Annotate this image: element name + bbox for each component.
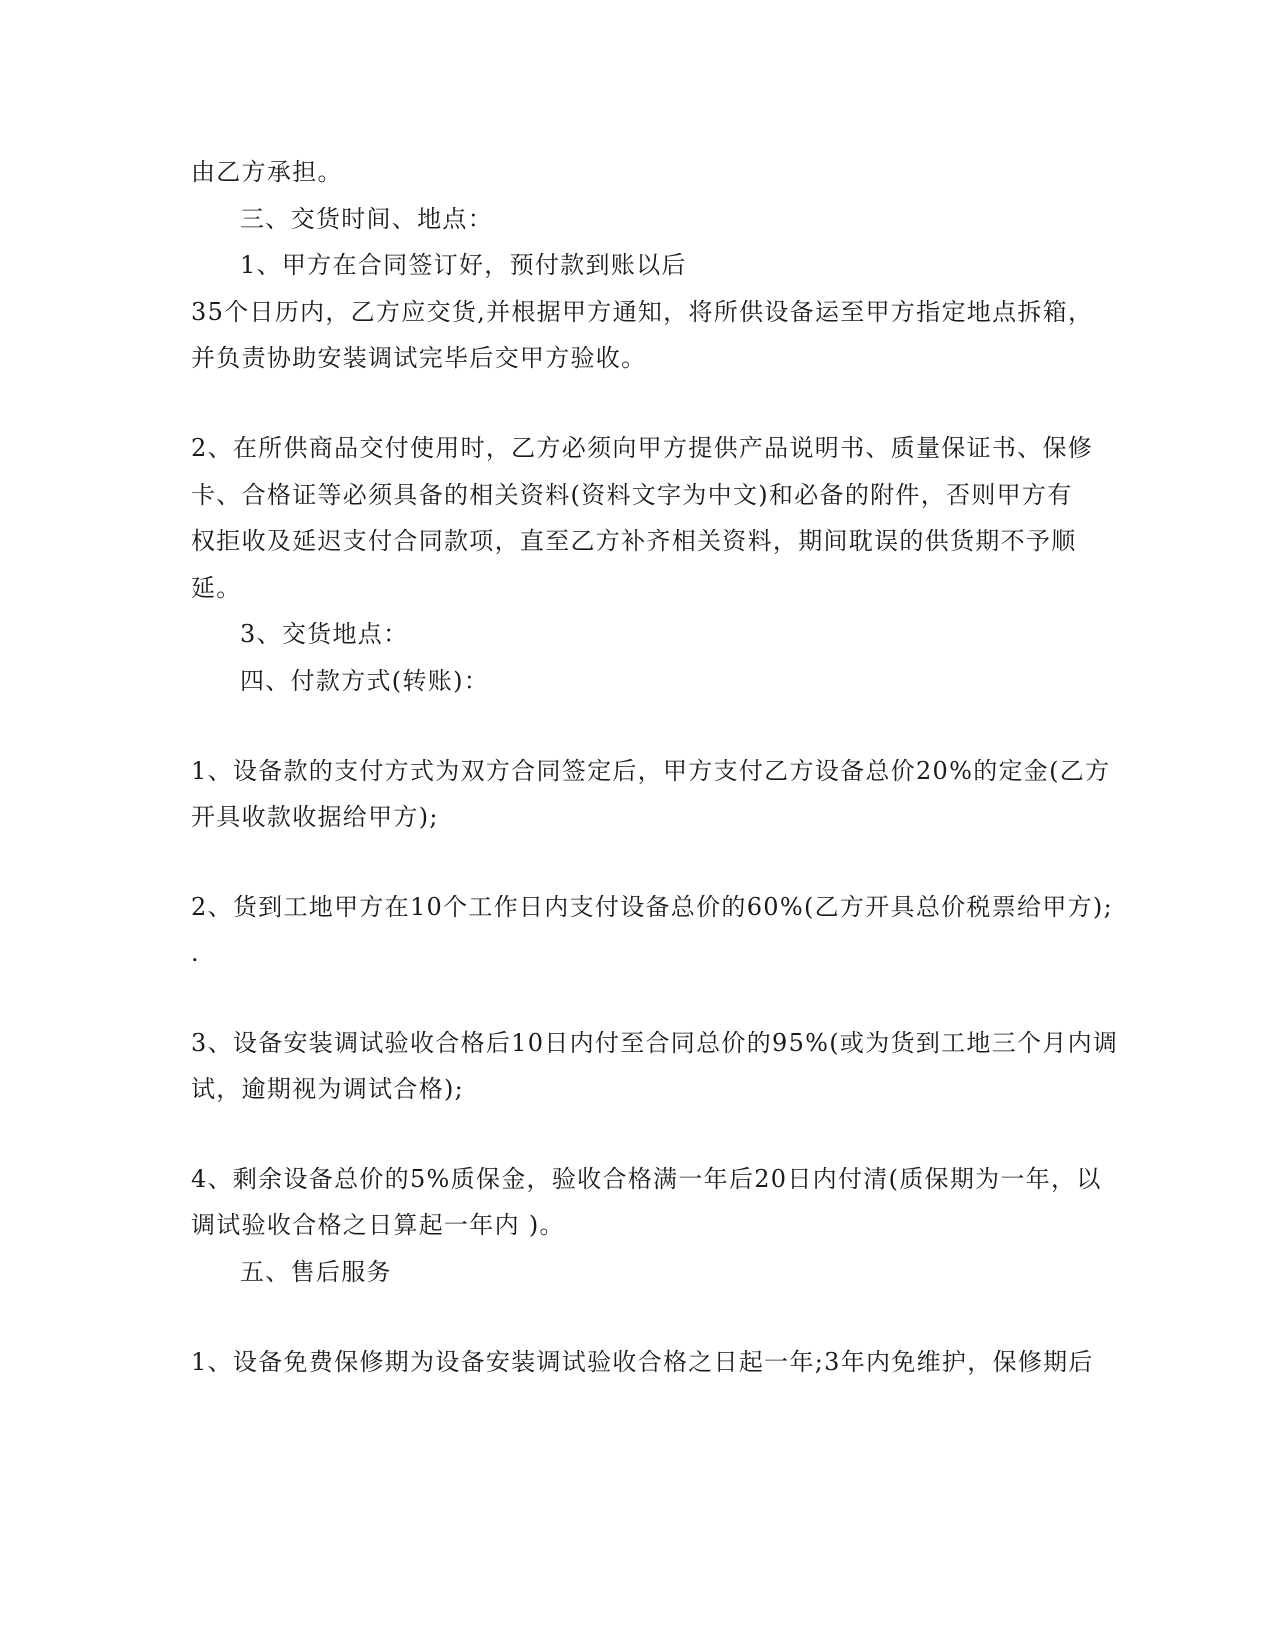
text-line: 开具收款收据给甲方); — [191, 803, 439, 831]
text-line: 延。 — [191, 574, 242, 602]
text-line: 1、甲方在合同签订好，预付款到账以后 — [240, 251, 687, 279]
text-line: 调试验收合格之日算起一年内 )。 — [191, 1211, 565, 1239]
section-heading: 四、付款方式(转账)： — [240, 667, 490, 695]
text-line: 2、货到工地甲方在10个工作日内支付设备总价的60%(乙方开具总价税票给甲方); — [191, 893, 1113, 921]
text-line: 3、设备安装调试验收合格后10日内付至合同总价的95%(或为货到工地三个月内调 — [191, 1029, 1119, 1057]
text-line: . — [191, 939, 200, 967]
text-line: 由乙方承担。 — [191, 158, 343, 186]
text-line: 并负责协助安装调试完毕后交甲方验收。 — [191, 344, 647, 372]
section-heading: 五、售后服务 — [240, 1258, 392, 1286]
text-line: 2、在所供商品交付使用时，乙方必须向甲方提供产品说明书、质量保证书、保修 — [191, 434, 1094, 462]
text-line: 试，逾期视为调试合格); — [191, 1075, 465, 1103]
text-line: 1、设备款的支付方式为双方合同签定后，甲方支付乙方设备总价20%的定金(乙方 — [191, 757, 1111, 785]
text-line: 1、设备免费保修期为设备安装调试验收合格之日起一年;3年内免维护，保修期后 — [191, 1348, 1094, 1376]
text-line: 卡、合格证等必须具备的相关资料(资料文字为中文)和必备的附件，否则甲方有 — [191, 481, 1073, 509]
text-line: 3、交货地点： — [240, 620, 409, 648]
section-heading: 三、交货时间、地点： — [240, 205, 493, 233]
text-line: 35个日历内，乙方应交货,并根据甲方通知，将所供设备运至甲方指定地点拆箱， — [191, 298, 1094, 326]
text-line: 4、剩余设备总价的5%质保金，验收合格满一年后20日内付清(质保期为一年，以 — [191, 1165, 1102, 1193]
text-line: 权拒收及延迟支付合同款项，直至乙方补齐相关资料，期间耽误的供货期不予顺 — [191, 527, 1077, 555]
